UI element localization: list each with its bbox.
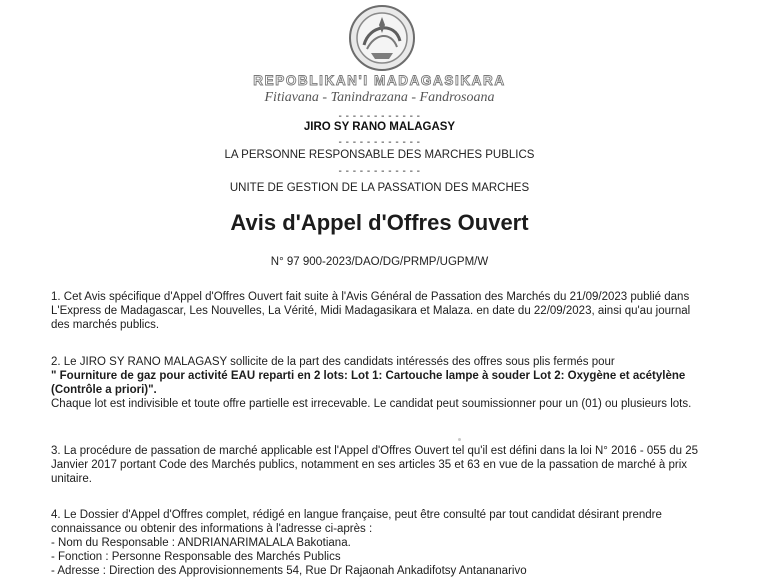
paragraph-3: 3. La procédure de passation de marché applicable est l'Appel d'Offres Ouvert tel qu'il est défini dans la loi N° 2016 - 055 du 25 Janvier 2017 portant Code des Marchés publics, notamment en ses articles 35 et 63 en vue de la passation de marché à prix unitaire. <box>51 445 699 485</box>
scan-speck <box>458 438 461 441</box>
republic-seal-icon <box>347 3 417 73</box>
paragraph-4 <box>51 508 711 578</box>
notice-reference: N° 97 900-2023/DAO/DG/PRMP/UGPM/W <box>270 256 489 268</box>
separator: - - - - - - - - - - - - <box>338 137 421 148</box>
prmp-heading: LA PERSONNE RESPONSABLE DES MARCHES PUBLICS <box>224 149 535 161</box>
separator: - - - - - - - - - - - - <box>338 111 421 122</box>
paragraph-2-object: " Fourniture de gaz pour activité EAU reparti en 2 lots: Lot 1: Cartouche lampe à souder Lot 2: Oxygène et acétylène (Contrôle a priori)". <box>51 370 686 396</box>
separator: - - - - - - - - - - - - <box>338 166 421 177</box>
responsible-name: - Nom du Responsable : ANDRIANARIMALALA Bakotiana. <box>51 537 351 549</box>
ugpm-heading: UNITE DE GESTION DE LA PASSATION DES MARCHES <box>229 182 530 194</box>
paragraph-2-rest: Chaque lot est indivisible et toute offre partielle est irrecevable. Le candidat peut soumissionner pour un (01) ou plusieurs lots. <box>51 398 692 410</box>
responsible-function: - Fonction : Personne Responsable des Marchés Publics <box>51 551 341 563</box>
national-motto: Fitiavana - Tanindrazana - Fandrosoana <box>264 90 495 105</box>
paragraph-1: 1. Cet Avis spécifique d'Appel d'Offres Ouvert fait suite à l'Avis Général de Passation des Marchés du 21/09/2023 publié dans L'Express de Madagascar, Les Nouvelles, La Vérité, Midi Madagasikara et Malaza. en date du 22/09/2023, ainsi qu'au journal des marchés publics. <box>51 291 691 331</box>
entity-name: JIRO SY RANO MALAGASY <box>303 121 456 133</box>
republic-name: REPOBLIKAN'I MADAGASIKARA <box>253 73 506 88</box>
notice-title: Avis d'Appel d'Offres Ouvert <box>230 210 529 235</box>
paragraph-2-intro: 2. Le JIRO SY RANO MALAGASY sollicite de la part des candidats intéressés des offres sous plis fermés pour <box>51 356 615 368</box>
paragraph-2 <box>51 355 711 411</box>
paragraph-4-intro: 4. Le Dossier d'Appel d'Offres complet, rédigé en langue française, peut être consulté par tout candidat désirant prendre connaissance ou obtenir des informations à l'adresse ci-après : <box>51 509 662 535</box>
responsible-address: - Adresse : Direction des Approvisionnements 54, Rue Dr Rajaonah Ankadifotsy Antananarivo <box>51 565 527 577</box>
